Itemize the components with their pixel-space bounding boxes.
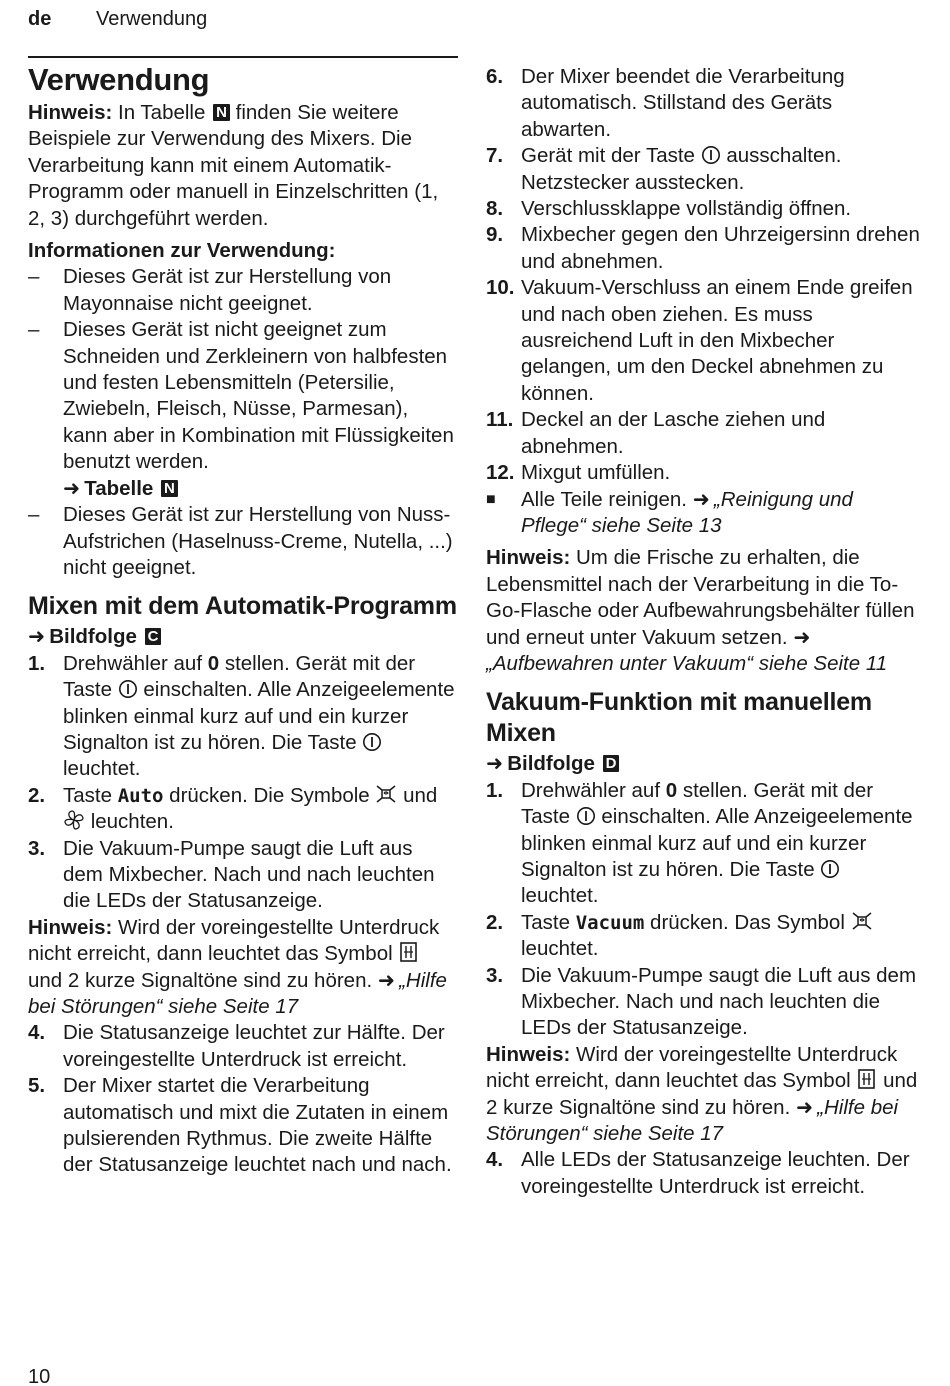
vacuum-button-label: Vacuum <box>575 911 645 934</box>
pressure-note: Hinweis: Wird der voreingestellte Unterdruck nicht erreicht, dann leuchtet das Symbol und 2 kurze Signaltöne sind zu hören. ➜ „Hilfe bei Störungen“ siehe Seite 17 <box>28 915 447 1018</box>
running-section-title: Verwendung <box>96 8 208 30</box>
arrow-right-icon: ➜ <box>793 625 811 649</box>
step-item: 3. Die Vakuum-Pumpe saugt die Luft aus dem Mixbecher. Nach und nach leuchten die LEDs der Statusanzeige. <box>486 963 917 1040</box>
step-item: 6. Der Mixer beendet die Verarbeitung automatisch. Stillstand des Geräts abwarten. <box>486 65 845 141</box>
language-code: de <box>28 8 52 30</box>
figure-sequence-ref[interactable]: ➜ Bildfolge C <box>28 624 458 650</box>
section-heading-vacuum: Vakuum-Funktion mit manuellem Mixen <box>486 688 872 748</box>
power-icon <box>701 145 721 165</box>
warning-symbol-icon <box>398 941 419 963</box>
step-item: 1. Drehwähler auf 0 stellen. Gerät mit der Taste einschalten. Alle Anzeigeelemente blinken einmal kurz auf und ein kurzer Signalton ist zu hören. Die Taste leuchtet. <box>486 778 913 908</box>
page-header <box>28 6 207 32</box>
power-icon <box>576 806 596 826</box>
step-item: 4. Alle LEDs der Statusanzeige leuchten. Der voreingestellte Unterdruck ist erreicht. <box>486 1148 910 1198</box>
vacuum-icon <box>375 783 397 805</box>
arrow-right-icon: ➜ <box>28 625 46 649</box>
left-column <box>28 62 458 1179</box>
step-item: 5. Der Mixer startet die Verarbeitung automatisch und mixt die Zutaten in einem pulsierenden Rythmus. Die zweite Hälfte der Statusanzeige leuchtet nach und nach. <box>28 1074 452 1177</box>
power-icon <box>118 679 138 699</box>
pressure-note: Hinweis: Wird der voreingestellte Unterdruck nicht erreicht, dann leuchtet das Symbol und 2 kurze Signaltöne sind zu hören. ➜ „Hilfe bei Störungen“ siehe Seite 17 <box>486 1042 918 1146</box>
step-item: 2. Taste Vacuum drücken. Das Symbol leuchtet. <box>486 910 922 963</box>
step-item: 4. Die Statusanzeige leuchtet zur Hälfte. Der voreingestellte Unterdruck ist erreicht. <box>28 1021 445 1071</box>
step-item: 1. Drehwähler auf 0 stellen. Gerät mit der Taste einschalten. Alle Anzeigeelemente blinken einmal kurz auf und ein kurzer Signalton ist zu hören. Die Taste leuchtet. <box>28 651 455 781</box>
troubleshooting-reference[interactable]: „Hilfe bei Störungen“ siehe Seite 17 <box>28 968 447 1018</box>
section-heading-auto: Mixen mit dem Automatik-Programm <box>28 592 457 621</box>
page-number: 10 <box>28 1366 51 1386</box>
step-item: 12. Mixgut umfüllen. <box>486 461 671 485</box>
arrow-right-icon: ➜ <box>486 752 504 776</box>
header-rule <box>28 56 458 58</box>
vacuum-icon <box>851 910 873 932</box>
step-item: 10. Vakuum-Verschluss an einem Ende greifen und nach oben ziehen. Es muss ausreichend Luft in den Mixbecher gelangen, um den Deckel abnehmen zu können. <box>486 276 913 405</box>
right-column <box>486 64 922 1200</box>
power-icon <box>362 732 382 752</box>
fan-icon <box>63 809 85 831</box>
step-item: 7. Gerät mit der Taste ausschalten. Netzstecker ausstecken. <box>486 144 842 194</box>
step-item: ■ Alle Teile reinigen. ➜ „Reinigung und Pflege“ siehe Seite 13 <box>486 487 922 540</box>
arrow-right-icon: ➜ <box>795 1095 814 1119</box>
square-bullet-icon: ■ <box>486 490 496 508</box>
list-item: – Dieses Gerät ist zur Herstellung von Nuss-Aufstrichen (Haselnuss-Creme, Nutella, ...) nicht geeignet. <box>28 503 453 579</box>
cleaning-reference[interactable]: „Reinigung und Pflege“ siehe Seite 13 <box>521 487 853 537</box>
storage-reference[interactable]: „Aufbewahren unter Vakuum“ siehe Seite 11 <box>486 651 888 675</box>
step-item: 9. Mixbecher gegen den Uhrzeigersinn drehen und abnehmen. <box>486 223 920 273</box>
step-item: 2. Taste Auto drücken. Die Symbole und leuchten. <box>28 783 438 834</box>
arrow-right-icon: ➜ <box>377 968 396 992</box>
freshness-note: Hinweis: Um die Frische zu erhalten, die Lebensmittel nach der Verarbeitung in die To-Go-Flasche oder Aufbewahrungsbehälter füllen und erneut unter Vakuum setzen. ➜„Aufbewahren unter Vakuum“ siehe Seite 11 <box>486 546 915 675</box>
step-item: 3. Die Vakuum-Pumpe saugt die Luft aus dem Mixbecher. Nach und nach leuchten die LEDs der Statusanzeige. <box>28 836 435 913</box>
list-item: – Dieses Gerät ist nicht geeignet zum Schneiden und Zerkleinern von halbfesten und festen Lebensmitteln (Petersilie, Zwiebeln, Fleisch, Nüsse, Parmesan), kann aber in Kombination mit Flüssigkeiten benutzt werden. ➜ Tabelle N <box>28 317 458 502</box>
info-heading: Informationen zur Verwendung: <box>28 239 336 263</box>
list-item: – Dieses Gerät ist zur Herstellung von Mayonnaise nicht geeignet. <box>28 265 392 315</box>
intro-note: Hinweis: In Tabelle N finden Sie weitere Beispiele zur Verwendung des Mixers. Die Verarbeitung kann mit einem Automatik-Programm oder manuell in Einzelschritten (1, 2, 3) durchgeführt werden. <box>28 101 439 230</box>
arrow-right-icon: ➜ <box>63 476 81 500</box>
warning-symbol-icon <box>856 1068 877 1090</box>
page-title: Verwendung <box>28 62 210 97</box>
power-icon <box>820 859 840 879</box>
troubleshooting-reference[interactable]: „Hilfe bei Störungen“ siehe Seite 17 <box>486 1095 899 1146</box>
arrow-right-icon: ➜ <box>692 487 710 511</box>
step-item: 8. Verschlussklappe vollständig öffnen. <box>486 197 852 221</box>
table-ref-box: N <box>213 104 230 121</box>
auto-button-label: Auto <box>117 784 164 807</box>
figure-sequence-ref[interactable]: ➜ Bildfolge D <box>486 751 922 777</box>
table-reference[interactable]: ➜ Tabelle N <box>63 477 178 500</box>
step-item: 11. Deckel an der Lasche ziehen und abnehmen. <box>486 408 826 458</box>
